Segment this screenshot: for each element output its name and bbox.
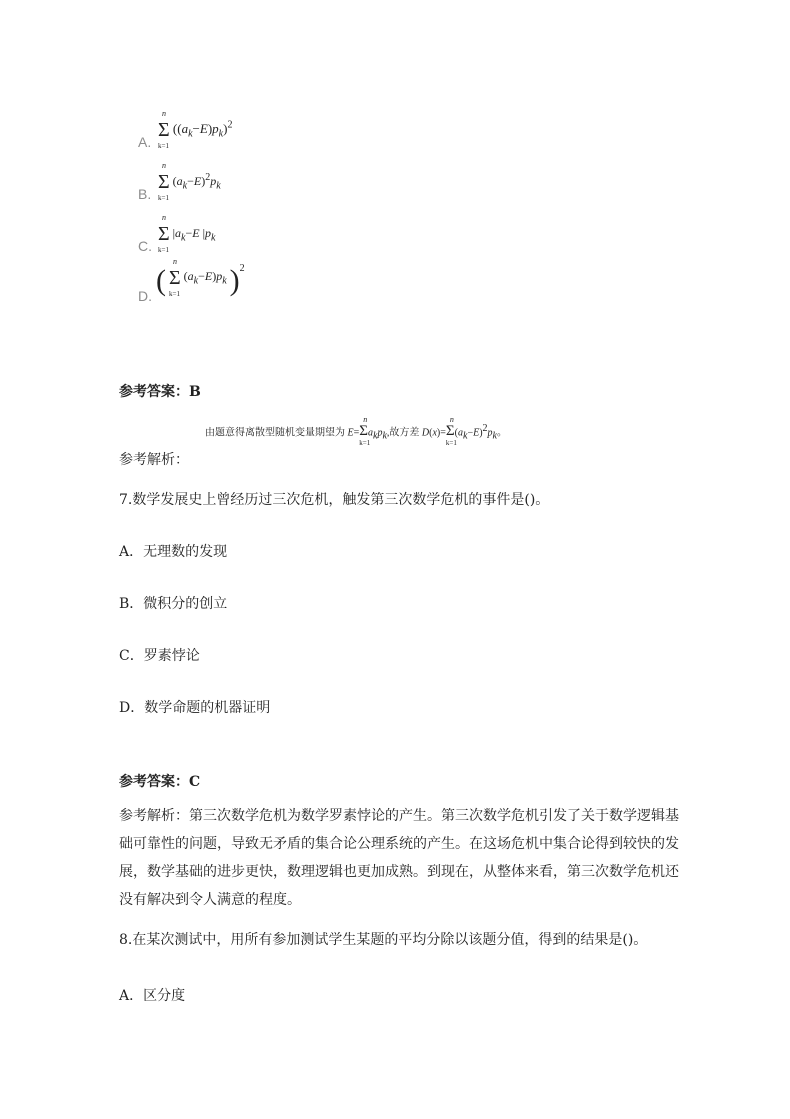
q7-question: 7.数学发展史上曾经历过三次危机，触发第三次数学危机的事件是()。: [119, 492, 550, 508]
option-letter: C.: [138, 238, 152, 254]
q6-explanation-label: 参考解析：: [119, 452, 189, 468]
formula-c: Σ n k=1 $|a_k-E$ $|p_k$: [158, 213, 216, 254]
q7-option-a: A．无理数的发现: [119, 544, 228, 560]
formula-b: Σ n k=1 $(a_k-E)^2p_k$: [158, 161, 221, 202]
q7-explanation: 参考解析：第三次数学危机为数学罗素悖论的产生。第三次数学危机引发了关于数学逻辑基础可靠性的问题，导致无矛盾的集合论公理系统的产生。在这场危机中集合论得到较快的发展，数学基础的进步更快，数理逻辑也更加成熟。到现在，从整体来看，第三次数学危机还没有解决到令人满意的程度。: [119, 808, 679, 908]
option-letter: B.: [138, 186, 152, 202]
q8-question: 8.在某次测试中，用所有参加测试学生某题的平均分除以该题分值，得到的结果是()。: [119, 932, 648, 948]
q6-answer: 参考答案：B: [119, 384, 201, 400]
formula-a: Σ n k=1 $((a_k-E)p_k)^2$: [158, 109, 233, 150]
q7-option-d: D．数学命题的机器证明: [119, 700, 271, 716]
formula-d: ( Σ n k=1 $(a_k-E)p_k$ )$^2$: [156, 257, 245, 298]
q8-option-a: A．区分度: [119, 988, 186, 1004]
q7-option-c: C．罗素悖论: [119, 648, 200, 664]
q7-answer: 参考答案：C: [119, 774, 201, 790]
option-letter: D.: [138, 288, 152, 304]
q6-explanation-formula: 由题意得离散型随机变量期望为 E=Σ n k=1 $a_kp_k$,故方差 D(x)=Σ n k=1 $(a_k-E)^2p_k$。: [205, 415, 507, 448]
explanation-text: 由题意得离散型随机变量期望为: [205, 427, 345, 439]
option-letter: A.: [138, 134, 152, 150]
q7-option-b: B．微积分的创立: [119, 596, 228, 612]
explanation-mid: 故方差: [389, 427, 420, 439]
